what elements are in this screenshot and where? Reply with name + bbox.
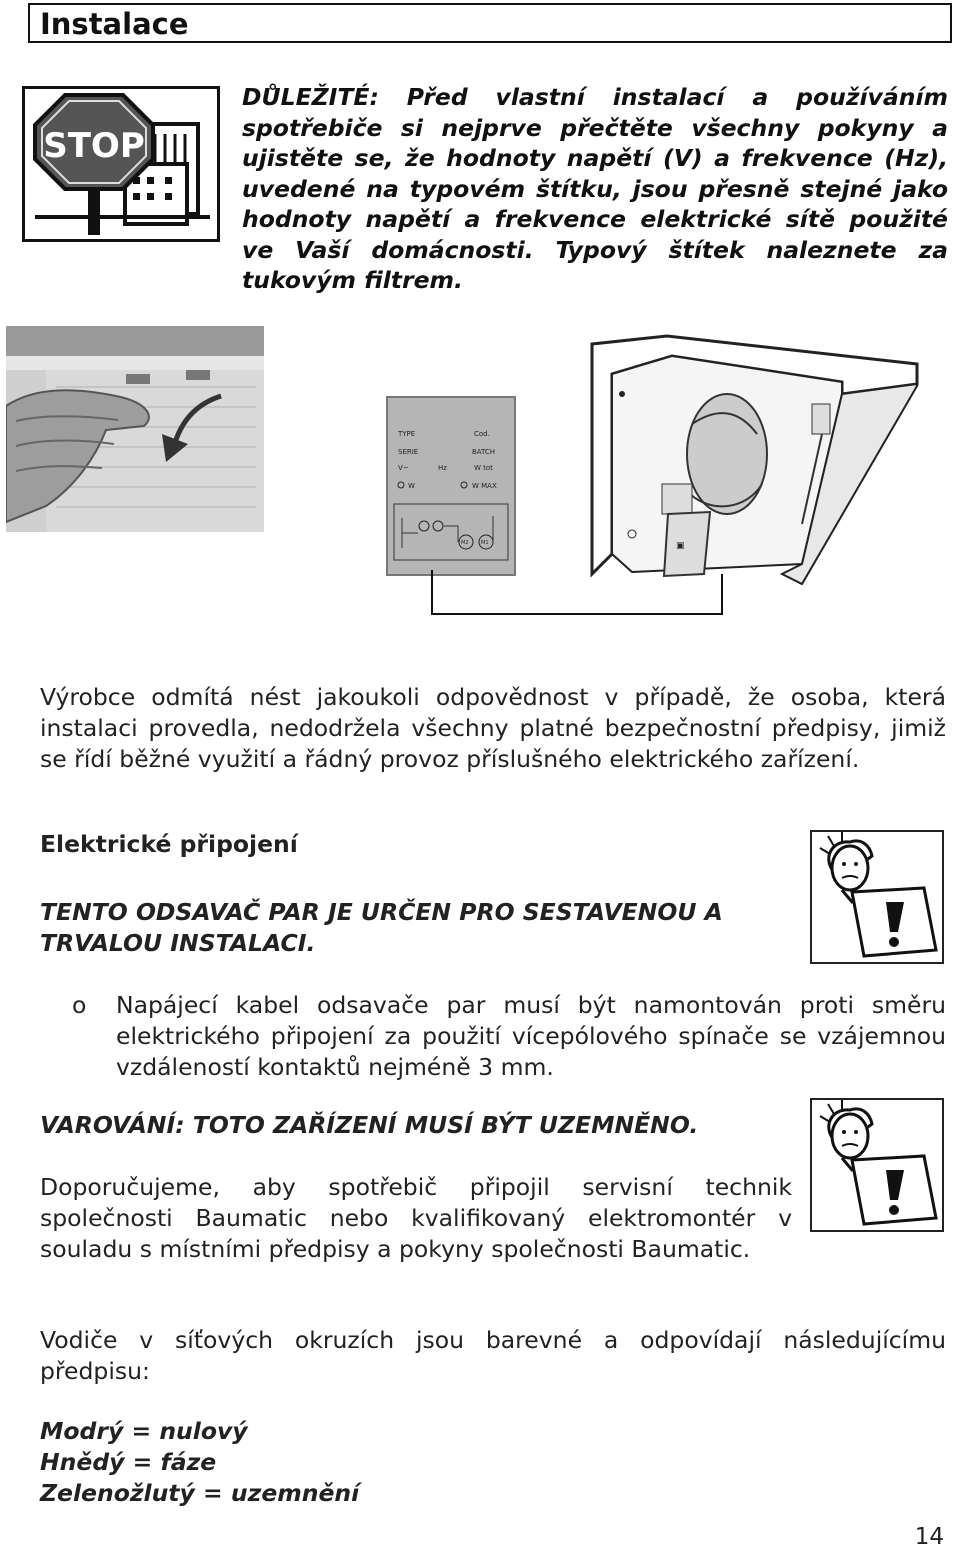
svg-text:Hz: Hz [438,464,447,472]
grease-filter-illustration [6,326,264,532]
permanent-installation-notice: TENTO ODSAVAČ PAR JE URČEN PRO SESTAVENOU A TRVALOU INSTALACI. [40,898,723,957]
rating-plate [386,396,516,576]
svg-text:V~: V~ [398,464,409,472]
page-title-box [28,3,952,43]
svg-text:Cod.: Cod. [474,430,490,438]
wire-colours-intro: Vodiče v síťových okruzích jsou barevné a odpovídají následujícímu předpisu: [40,1326,946,1385]
page-title: Instalace [40,7,189,41]
svg-text:W MAX: W MAX [472,482,497,490]
stop-sign-icon [25,89,217,239]
cooker-hood-illustration [572,334,920,588]
rating-plate-diagram [388,398,514,574]
wire-item-live: Hnědý = fáze [40,1448,217,1476]
svg-text:SERIE: SERIE [398,448,419,456]
wire-item-earth: Zelenožlutý = uzemnění [40,1479,360,1507]
disclaimer-paragraph: Výrobce odmítá nést jakoukoli odpovědnost v případě, že osoba, která instalaci provedla, nedodržela všechny platné bezpečnostní předpisy, jimiž se řídí běžné využití a řádný provoz příslušného elektrického zařízení. [40,683,946,773]
svg-text:TYPE: TYPE [398,430,416,438]
svg-text:▣: ▣ [676,541,685,551]
important-notice: DŮLEŽITÉ: Před vlastní instalací a používáním spotřebiče si nejprve přečtěte všechny pokyny a ujistěte se, že hodnoty napětí (V) a frekvence (Hz), uvedené na typovém štítku, jsou přesně stejné jako hodnoty napětí a frekvence elektrické sítě použité ve Vaší domácnosti. Typový štítek naleznete za tukovým filtrem. [242,83,948,294]
svg-text:M1: M1 [481,540,489,546]
svg-text:W tot: W tot [474,464,493,472]
earthing-warning: VAROVÁNÍ: TOTO ZAŘÍZENÍ MUSÍ BÝT UZEMNĚNO. [40,1111,699,1139]
attention-illustration-1 [810,830,944,964]
svg-text:W: W [408,482,415,490]
recommendation-paragraph: Doporučujeme, aby spotřebič připojil servisní technik společnosti Baumatic nebo kvalifikovaný elektromontér v souladu s místními předpisy a pokyny společnosti Baumatic. [40,1173,792,1263]
hand-removing-filter-icon [6,326,264,532]
svg-text:BATCH: BATCH [472,448,496,456]
svg-text:M2: M2 [461,540,469,546]
bullet-marker: o [72,991,87,1019]
stop-sign-illustration [22,86,220,242]
cable-installation-bullet: Napájecí kabel odsavače par musí být namontován proti směru elektrického připojení za použití vícepólového spínače se vzájemnou vzdáleností kontaktů nejméně 3 mm. [116,991,946,1081]
plate-connector-line [430,570,730,616]
hood-interior-icon [572,334,920,588]
wire-item-neutral: Modrý = nulový [40,1417,248,1445]
person-exclamation-icon [812,1100,942,1230]
svg-text:STOP: STOP [43,126,145,166]
person-exclamation-icon [812,832,942,962]
attention-illustration-2 [810,1098,944,1232]
section-heading-electrical: Elektrické připojení [40,830,298,858]
page-number: 14 [914,1524,944,1550]
